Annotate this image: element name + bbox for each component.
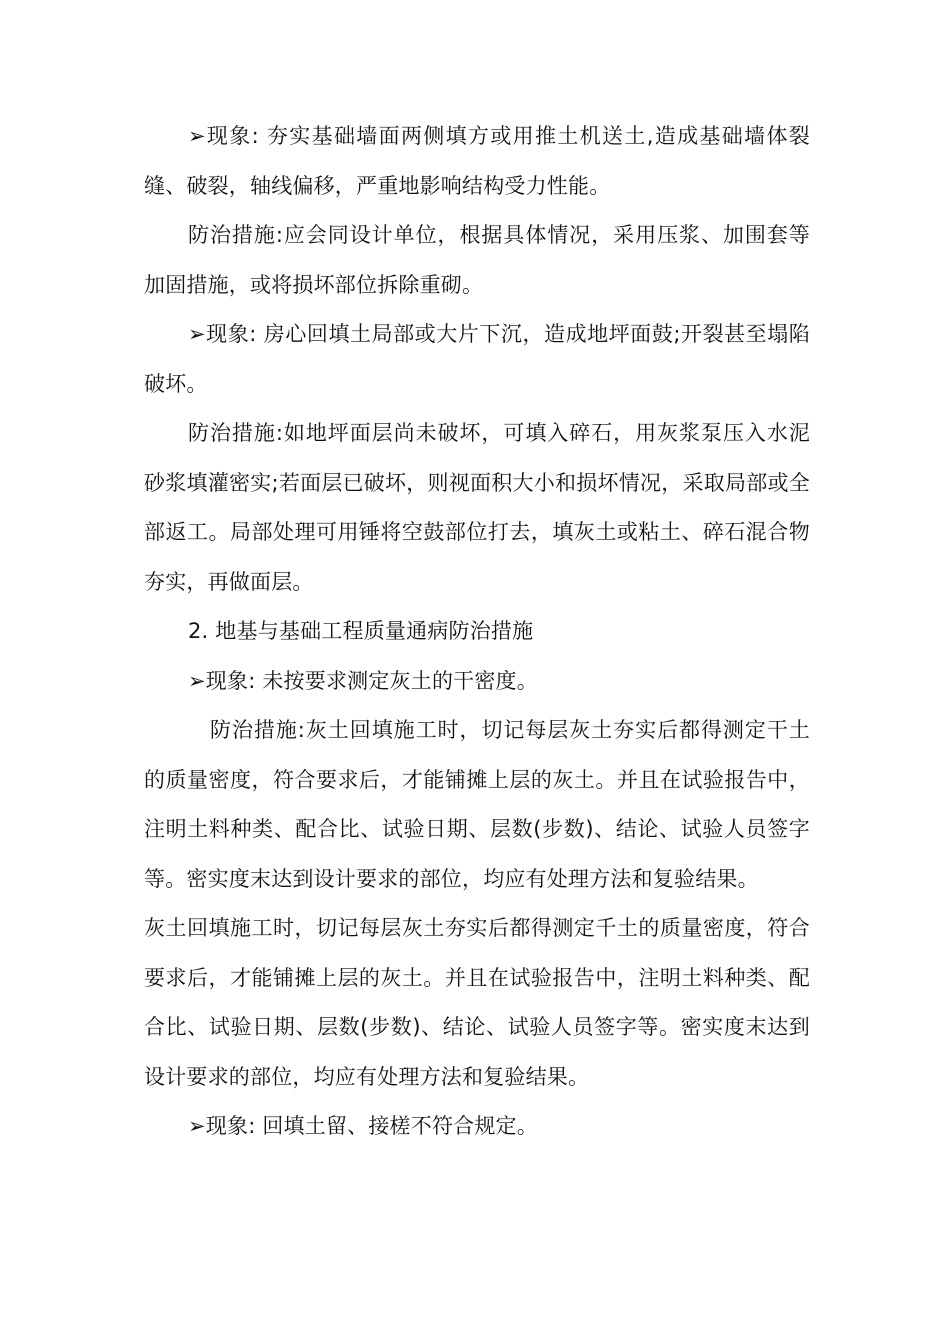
- phenomenon-backfill-settlement: ➢现象: 房心回填土局部或大片下沉，造成地坪面鼓;开裂甚至塌陷破坏。: [144, 322, 810, 396]
- repeated-density-test-paragraph: 灰土回填施工时，切记每层灰土夯实后都得测定千土的质量密度，符合要求后，才能铺摊上层的灰土。并且在试验报告中，注明土料种类、配合比、试验日期、层数(步数)、结论、试验人员签字等。密实度末达到设计要求的部位，均应有处理方法和复验结果。: [144, 916, 810, 1089]
- phenomenon-dry-density: ➢现象: 未按要求测定灰土的干密度。: [188, 668, 538, 693]
- prevention-measure-grouting: 防治措施:如地坪面层尚未破坏，可填入碎石，用灰浆泵压入水泥砂浆填灌密实;若面层已破坏，则视面积大小和损坏情况，采取局部或全部返工。局部处理可用锤将空鼓部位打去，填灰土或粘土、碎石混合物夯实，再做面层。: [144, 421, 810, 594]
- section-heading: 2. 地基与基础工程质量通病防治措施: [188, 619, 534, 643]
- phenomenon-backfill-joint: ➢现象: 回填土留、接槎不符合规定。: [188, 1114, 538, 1138]
- document-body: [144, 112, 810, 1152]
- prevention-measure-density-test: 防治措施:灰土回填施工时，切记每层灰土夯实后都得测定干土的质量密度，符合要求后，才能铺摊上层的灰土。并且在试验报告中，注明土料种类、配合比、试验日期、层数(步数)、结论、试验人员签字等。密实度末达到设计要求的部位，均应有处理方法和复验结果。: [144, 718, 810, 891]
- prevention-measure-reinforce: 防治措施:应会同设计单位，根据具体情况，采用压浆、加围套等加固措施，或将损坏部位拆除重砌。: [144, 223, 810, 297]
- phenomenon-foundation-wall-crack: ➢现象: 夯实基础墙面两侧填方或用推土机送土,造成基础墙体裂缝、破裂，轴线偏移，严重地影响结构受力性能。: [144, 124, 810, 198]
